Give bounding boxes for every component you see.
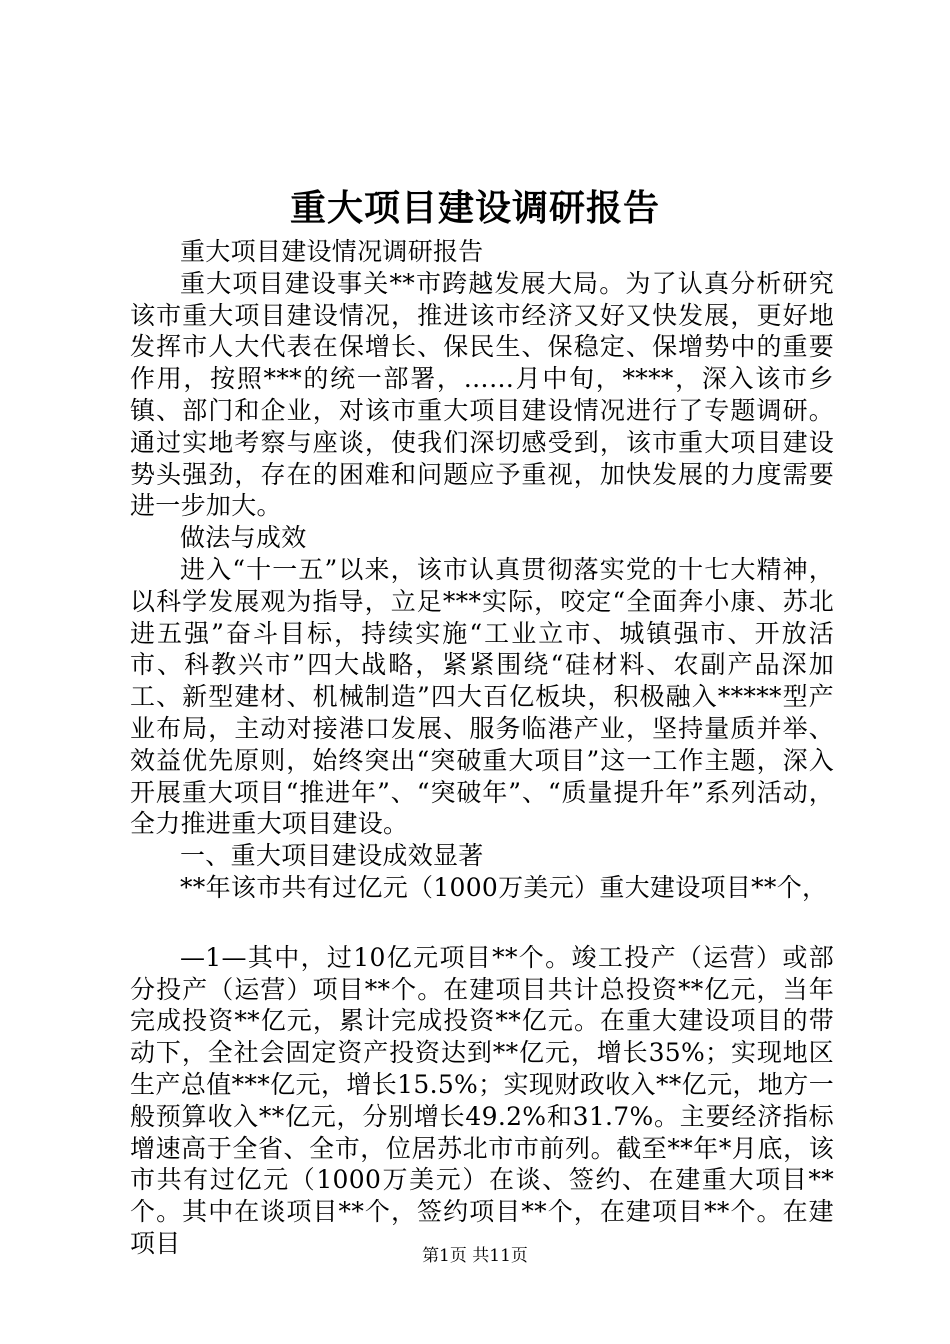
page-number: 第1页 共11页: [422, 1246, 528, 1266]
section-heading: 一、重大项目建设成效显著: [180, 841, 484, 871]
intro-paragraph: 重大项目建设事关**市跨越发展大局。为了认真分析研究该市重大项目建设情况，推进该市经济又好又快发展，更好地发挥市人大代表在保增长、保民生、保稳定、保增势中的重要作用，按照***的统一部署，……月中旬，****，深入该市乡镇、部门和企业，对该市重大项目建设情况进行了专题调研。通过实地考察与座谈，使我们深切感受到，该市重大项目建设势头强劲，存在的困难和问题应予重视，加快发展的力度需要进一步加大。: [130, 268, 834, 521]
body-paragraph: **年该市共有过亿元（1000万美元）重大建设项目**个，: [180, 872, 828, 902]
document-body: [130, 236, 834, 1260]
body-paragraph: —1—其中，过10亿元项目**个。竣工投产（运营）或部分投产（运营）项目**个。在建项目共计总投资**亿元，当年完成投资**亿元，累计完成投资**亿元。在重大建设项目的带动下，全社会固定资产投资达到**亿元，增长35%；实现地区生产总值***亿元，增长15.5%；实现财政收入**亿元，地方一般预算收入**亿元，分别增长49.2%和31.7%。主要经济指标增速高于全省、全市，位居苏北市市前列。截至**年*月底，该市共有过亿元（1000万美元）在谈、签约、在建重大项目**个。其中在谈项目**个，签约项目**个，在建项目**个。在建项目: [130, 942, 834, 1258]
section-heading: 做法与成效: [180, 523, 307, 553]
subtitle-paragraph: 重大项目建设情况调研报告: [180, 237, 484, 266]
document-title: 重大项目建设调研报告: [289, 187, 660, 229]
body-paragraph: 进入“十一五”以来，该市认真贯彻落实党的十七大精神，以科学发展观为指导，立足***实际，咬定“全面奔小康、苏北进五强”奋斗目标，持续实施“工业立市、城镇强市、开放活市、科教兴市”四大战略，紧紧围绕“硅材料、农副产品深加工、新型建材、机械制造”四大百亿板块，积极融入*****型产业布局，主动对接港口发展、服务临港产业，坚持量质并举、效益优先原则，始终突出“突破重大项目”这一工作主题，深入开展重大项目“推进年”、“突破年”、“质量提升年”系列活动，全力推进重大项目建设。: [130, 554, 834, 839]
